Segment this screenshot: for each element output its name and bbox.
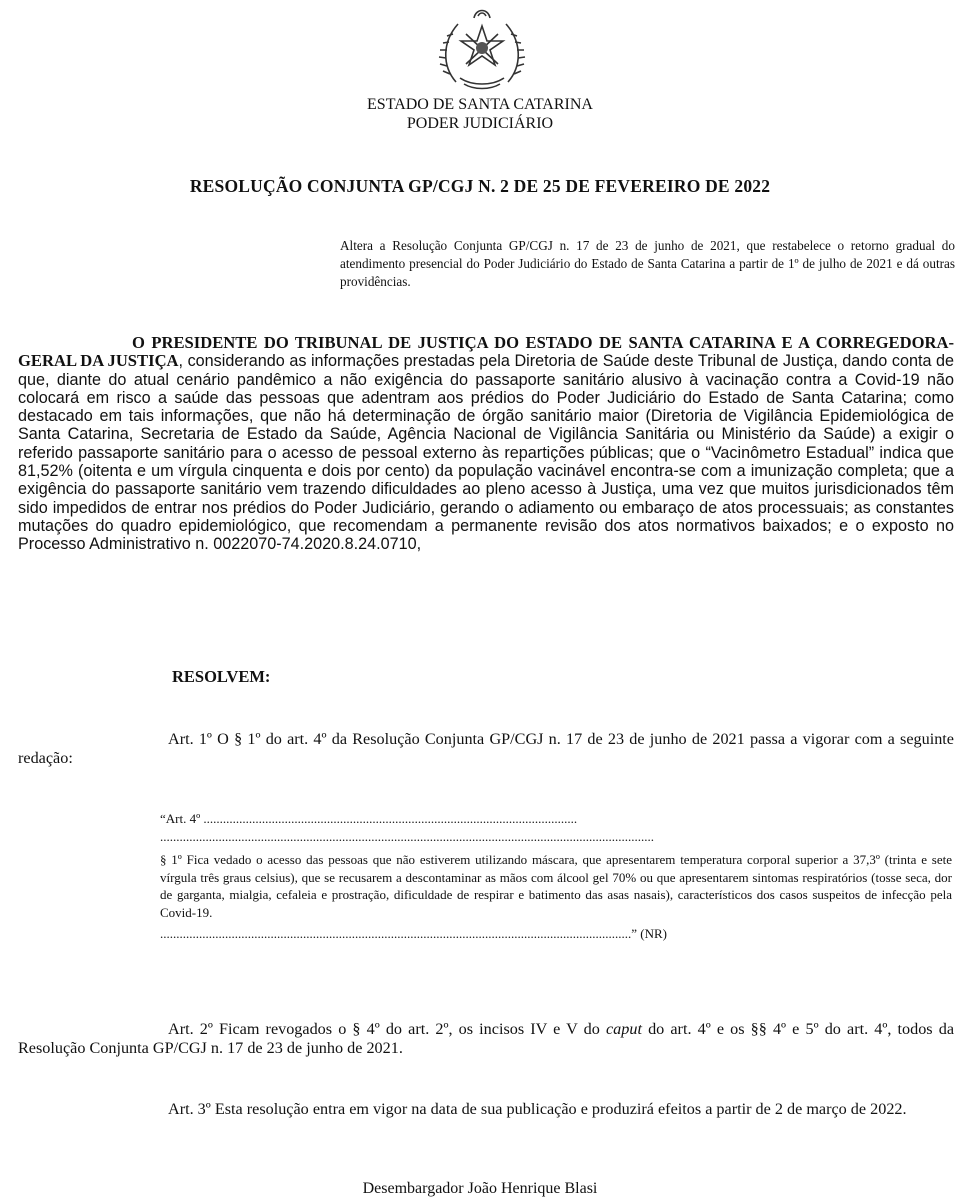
resolution-title: RESOLUÇÃO CONJUNTA GP/CGJ N. 2 DE 25 DE FEVEREIRO DE 2022 bbox=[189, 176, 771, 196]
quoted-article bbox=[160, 810, 952, 943]
quote-closing: ” (NR) bbox=[631, 926, 667, 941]
quote-art-line: “Art. 4º ................................................................................................................... bbox=[160, 811, 578, 826]
quote-closing-line: .................................................................................................................................................” (NR) bbox=[160, 926, 667, 941]
article-2 bbox=[18, 1020, 954, 1057]
preamble-paragraph bbox=[18, 334, 954, 554]
article-3 bbox=[18, 1100, 954, 1119]
quote-art-label: “Art. 4º bbox=[160, 811, 201, 826]
coat-of-arms-seal bbox=[436, 4, 528, 94]
article-1-text: Art. 1º O § 1º do art. 4º da Resolução Conjunta GP/CGJ n. 17 de 23 de junho de 2021 passa a vigorar com a seguinte redação: bbox=[18, 730, 954, 767]
article-2-italic: caput bbox=[605, 1020, 642, 1038]
article-2-text-before: Art. 2º Ficam revogados o § 4º do art. 2º, os incisos IV e V do bbox=[168, 1020, 606, 1038]
quote-paragraph-1: § 1º Fica vedado o acesso das pessoas que não estiverem utilizando máscara, que apresentarem temperatura corporal superior a 37,3º (trinta e sete vírgula três graus celsius), que se recusarem a descontaminar as mãos com álcool gel 70% ou que apresentarem sintomas respiratórios (tosse seca, dor de garganta, mialgia, cefaleia e prostração, dificuldade de respirar e batimento das asas nasais), característicos dos casos suspeitos de infecção pela Covid-19. bbox=[160, 852, 952, 920]
header-power: PODER JUDICIÁRIO bbox=[406, 115, 554, 132]
preamble-lead: O PRESIDENTE DO TRIBUNAL DE JUSTIÇA DO ESTADO DE SANTA CATARINA E A CORREGEDORA-GERAL DA JUSTIÇA bbox=[18, 333, 954, 371]
article-3-text: Art. 3º Esta resolução entra em vigor na data de sua publicação e produzirá efeitos a partir de 2 de março de 2022. bbox=[168, 1100, 907, 1118]
signature: Desembargador João Henrique Blasi bbox=[362, 1180, 598, 1197]
quote-dotted-line: ........................................................................................................................................................ bbox=[160, 828, 654, 844]
ementa-summary: Altera a Resolução Conjunta GP/CGJ n. 17 de 23 de junho de 2021, que restabelece o retorno gradual do atendimento presencial do Poder Judiciário do Estado de Santa Catarina a partir de 1º de julho de 2021 e dá outras providências. bbox=[340, 238, 955, 289]
header-state: ESTADO DE SANTA CATARINA bbox=[367, 96, 593, 113]
resolvem-heading: RESOLVEM: bbox=[172, 667, 271, 686]
article-1 bbox=[18, 730, 954, 767]
preamble-body: , considerando as informações prestadas pela Diretoria de Saúde deste Tribunal de Justiça, dando conta de que, diante do atual cenário pandêmico a não exigência do passaporte sanitário alusivo à vacinação contra a Covid-19 não colocará em risco a saúde das pessoas que adentram aos prédios do Poder Judiciário do Estado de Santa Catarina; como destacado em tais informações, que não há determinação de órgão sanitário maior (Diretoria de Vigilância Epidemiológica de Santa Catarina, Secretaria de Estado da Saúde, Agência Nacional de Vigilância Sanitária ou Ministério da Saúde) a exigir o referido passaporte sanitário para o acesso de pessoal externo às repartições públicas; que o “Vacinômetro Estadual” indica que 81,52% (oitenta e um vírgula cinquenta e dois por cento) da população vacinável encontra-se com a imunização completa; que a exigência do passaporte sanitário vem trazendo dificuldades ao pleno acesso à Justiça, uma vez que muitos jurisdicionados têm sido impedidos de entrar nos prédios do Poder Judiciário, gerando o adiamento ou embaraço de atos processuais; as constantes mutações do quadro epidemiológico, que recomendam a permanente revisão dos atos normativos baixados; e o exposto no Processo Administrativo n. 0022070-74.2020.8.24.0710, bbox=[18, 352, 954, 554]
article-2-text-after: do art. 4º e os §§ 4º e 5º do art. 4º, todos da Resolução Conjunta GP/CGJ n. 17 de 23 de junho de 2021. bbox=[18, 1020, 954, 1057]
